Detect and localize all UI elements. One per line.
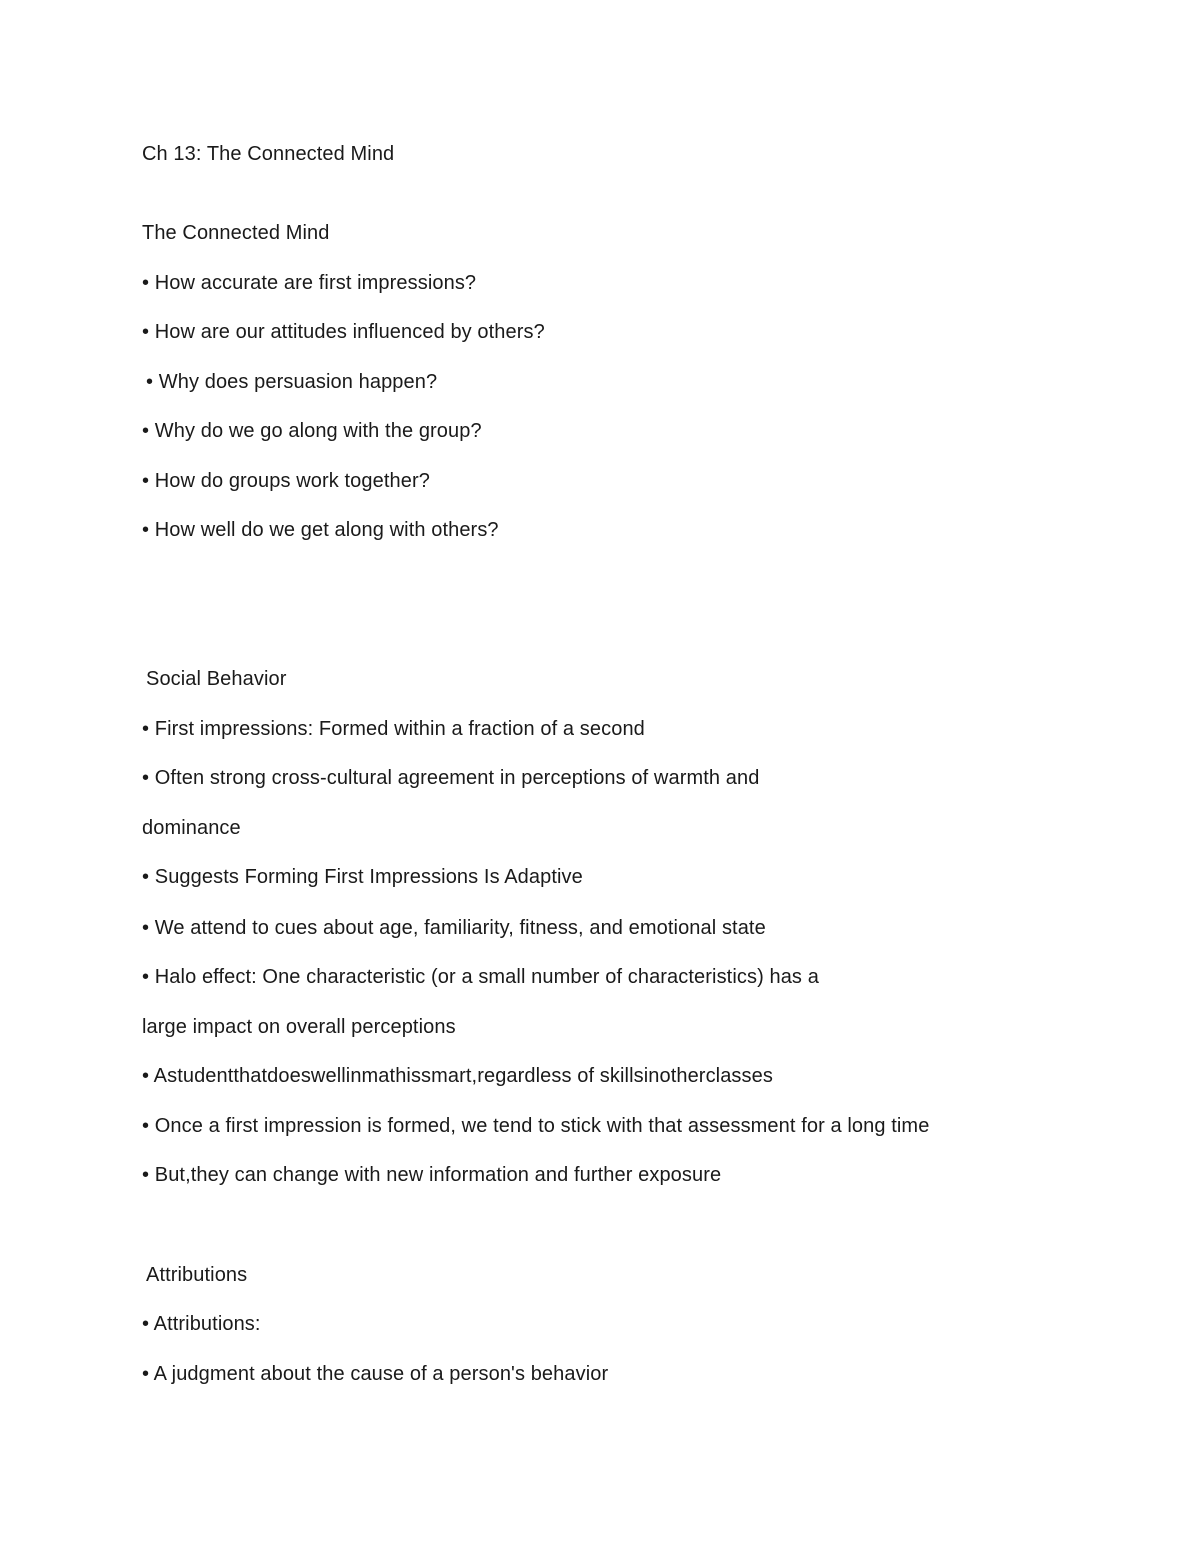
list-item-continuation: large impact on overall perceptions (142, 1016, 456, 1038)
list-item: • Once a first impression is formed, we tend to stick with that assessment for a long time (142, 1115, 930, 1137)
list-item: • How well do we get along with others? (142, 519, 499, 541)
list-item-continuation: dominance (142, 817, 241, 839)
list-item: • Halo effect: One characteristic (or a small number of characteristics) has a (142, 966, 819, 988)
list-item: • Suggests Forming First Impressions Is Adaptive (142, 866, 583, 888)
list-item: • Astudentthatdoeswellinmathissmart,regardless of skillsinotherclasses (142, 1065, 773, 1087)
list-item: • How accurate are first impressions? (142, 272, 477, 294)
list-item: • But,they can change with new information and further exposure (142, 1164, 722, 1186)
list-item: • Attributions: (142, 1313, 261, 1335)
list-item: • How do groups work together? (142, 470, 430, 492)
section-heading-attributions: Attributions (146, 1264, 248, 1286)
section-heading-social-behavior: Social Behavior (146, 668, 287, 690)
section-heading-connected-mind: The Connected Mind (142, 222, 330, 244)
list-item: • Often strong cross-cultural agreement in perceptions of warmth and (142, 767, 760, 789)
list-item: • A judgment about the cause of a person's behavior (142, 1363, 609, 1385)
list-item: • First impressions: Formed within a fraction of a second (142, 718, 645, 740)
list-item: • How are our attitudes influenced by others? (142, 321, 545, 343)
list-item: • Why does persuasion happen? (146, 371, 438, 393)
list-item: • Why do we go along with the group? (142, 420, 482, 442)
document-title: Ch 13: The Connected Mind (142, 143, 395, 165)
list-item: • We attend to cues about age, familiarity, fitness, and emotional state (142, 917, 766, 939)
